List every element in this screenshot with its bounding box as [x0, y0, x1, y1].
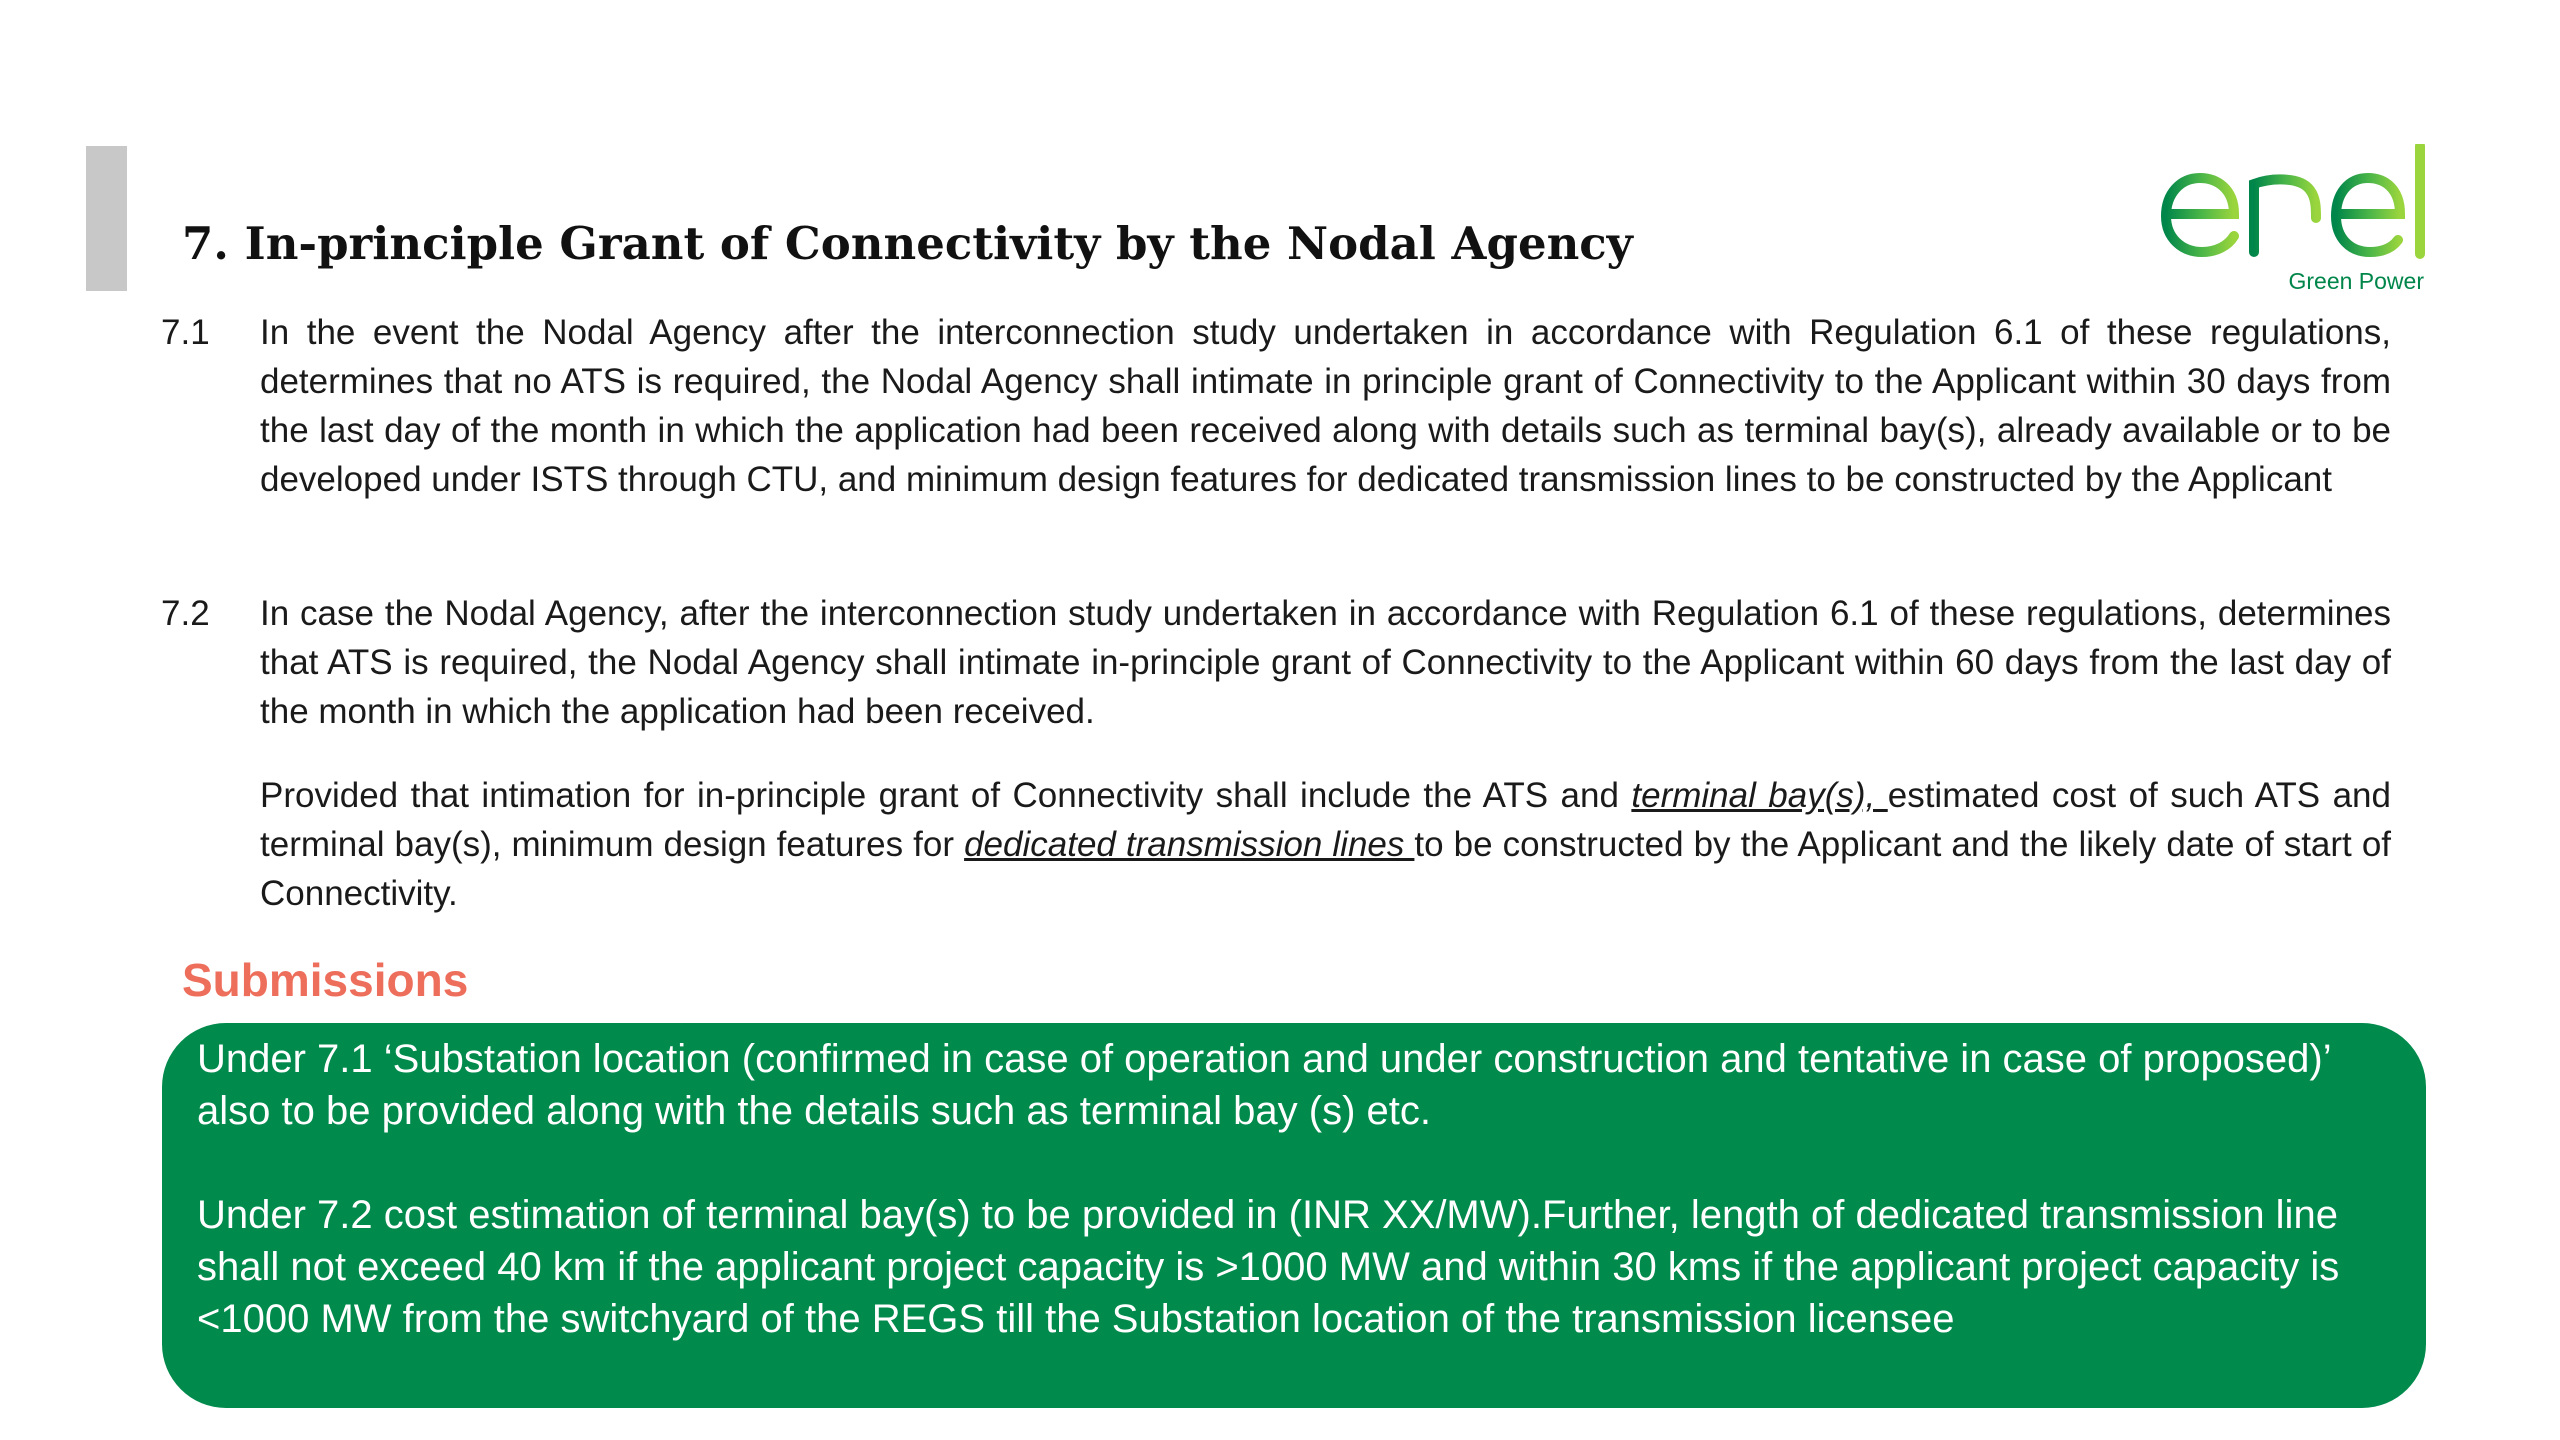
clause-7-2	[161, 589, 2391, 736]
slide-title: 7. In-principle Grant of Connectivity by the Nodal Agency	[182, 217, 1633, 270]
proviso-text: to be constructed by the Applicant and the likely date of start of Connectivity.	[260, 825, 2392, 913]
clause-text: In the event the Nodal Agency after the interconnection study undertaken in accordance with Regulation 6.1 of these regulations, determines that no ATS is required, the Nodal Agency shall intimate in principle grant of Connectivity to the Applicant within 30 days from the last day of the month in which the application had been received along with details such as terminal bay(s), already available or to be developed under ISTS through CTU, and minimum design features for dedicated transmission lines to be constructed by the Applicant	[260, 313, 2391, 499]
proviso-text: estimated cost of such ATS and terminal bay(s), minimum design features for	[260, 776, 2391, 864]
title-accent-bar	[86, 146, 127, 291]
enel-logo-icon	[2150, 144, 2430, 264]
proviso-text: Provided that intimation for in-principle grant of Connectivity shall include the ATS and	[260, 776, 1632, 815]
proviso-paragraph	[260, 771, 2391, 918]
submissions-box	[162, 1023, 2426, 1408]
submission-item: Under 7.2 cost estimation of terminal bay(s) to be provided in (INR XX/MW).Further, length of dedicated transmission line shall not exceed 40 km if the applicant project capacity is >1000 MW and within 30 kms if the applicant project capacity is <1000 MW from the switchyard of the REGS till the Substation location of the transmission licensee	[197, 1193, 2340, 1341]
terminal-bays-emphasis: terminal bay(s),	[1631, 776, 1888, 815]
logo-tagline: Green Power	[2288, 268, 2424, 294]
clause-7-1	[161, 308, 2391, 504]
submissions-heading: Submissions	[182, 954, 469, 1006]
submission-item: Under 7.1 ‘Substation location (confirmed in case of operation and under construction and tentative in case of proposed)’ also to be provided along with the details such as terminal bay (s) etc.	[197, 1037, 2331, 1133]
clause-number: 7.1	[161, 313, 210, 352]
clause-text: In case the Nodal Agency, after the interconnection study undertaken in accordance with Regulation 6.1 of these regulations, determines that ATS is required, the Nodal Agency shall intimate in-principle grant of Connectivity to the Applicant within 60 days from the last day of the month in which the application had been received.	[260, 594, 2391, 731]
clause-number: 7.2	[161, 594, 210, 633]
brand-logo	[2130, 140, 2430, 300]
dedicated-lines-emphasis: dedicated transmission lines	[964, 825, 1415, 864]
